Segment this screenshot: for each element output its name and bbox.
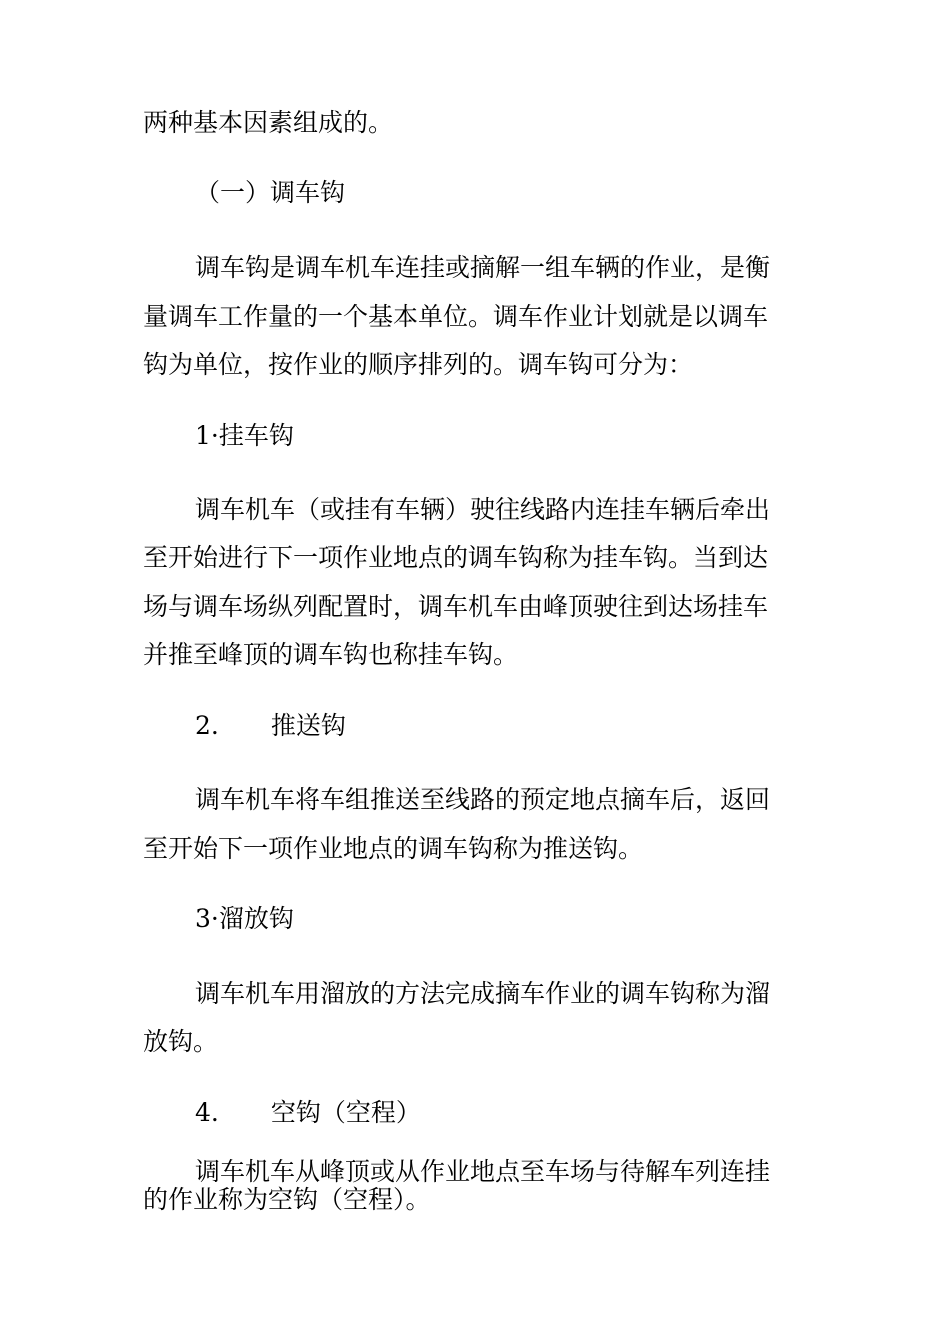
list-item-heading	[195, 1098, 421, 1128]
list-item-title: 空钩（空程）	[270, 1098, 421, 1127]
list-item-title: 推送钩	[270, 711, 346, 740]
list-item-number: 2.	[195, 711, 219, 740]
section-heading: （一）调车钩	[195, 178, 346, 207]
list-item-heading	[195, 711, 346, 741]
paragraph-line: 调车机车将车组推送至线路的预定地点摘车后，返回	[195, 785, 771, 814]
paragraph-line: 场与调车场纵列配置时，调车机车由峰顶驶往到达场挂车	[143, 592, 769, 621]
paragraph-line: 并推至峰顶的调车钩也称挂车钩。	[143, 640, 519, 669]
paragraph-line: 调车机车用溜放的方法完成摘车作业的调车钩称为溜	[195, 979, 771, 1008]
list-item-heading: 3·溜放钩	[195, 904, 294, 933]
list-item-number: 4.	[195, 1098, 219, 1127]
paragraph-line: 调车机车从峰顶或从作业地点至车场与待解车列连挂	[195, 1157, 771, 1186]
paragraph-line: 调车钩是调车机车连挂或摘解一组车辆的作业，是衡	[195, 253, 771, 282]
paragraph-line: 钩为单位，按作业的顺序排列的。调车钩可分为：	[143, 350, 694, 379]
paragraph-line: 放钩。	[143, 1027, 219, 1056]
paragraph-line: 调车机车（或挂有车辆）驶往线路内连挂车辆后牵出	[195, 495, 771, 524]
paragraph-line: 至开始下一项作业地点的调车钩称为推送钩。	[143, 834, 644, 863]
paragraph-line: 的作业称为空钩（空程）。	[143, 1185, 431, 1214]
paragraph-line: 两种基本因素组成的。	[143, 108, 394, 137]
paragraph-line: 至开始进行下一项作业地点的调车钩称为挂车钩。当到达	[143, 543, 769, 572]
paragraph-line: 量调车工作量的一个基本单位。调车作业计划就是以调车	[143, 302, 769, 331]
list-item-heading: 1·挂车钩	[195, 421, 294, 450]
